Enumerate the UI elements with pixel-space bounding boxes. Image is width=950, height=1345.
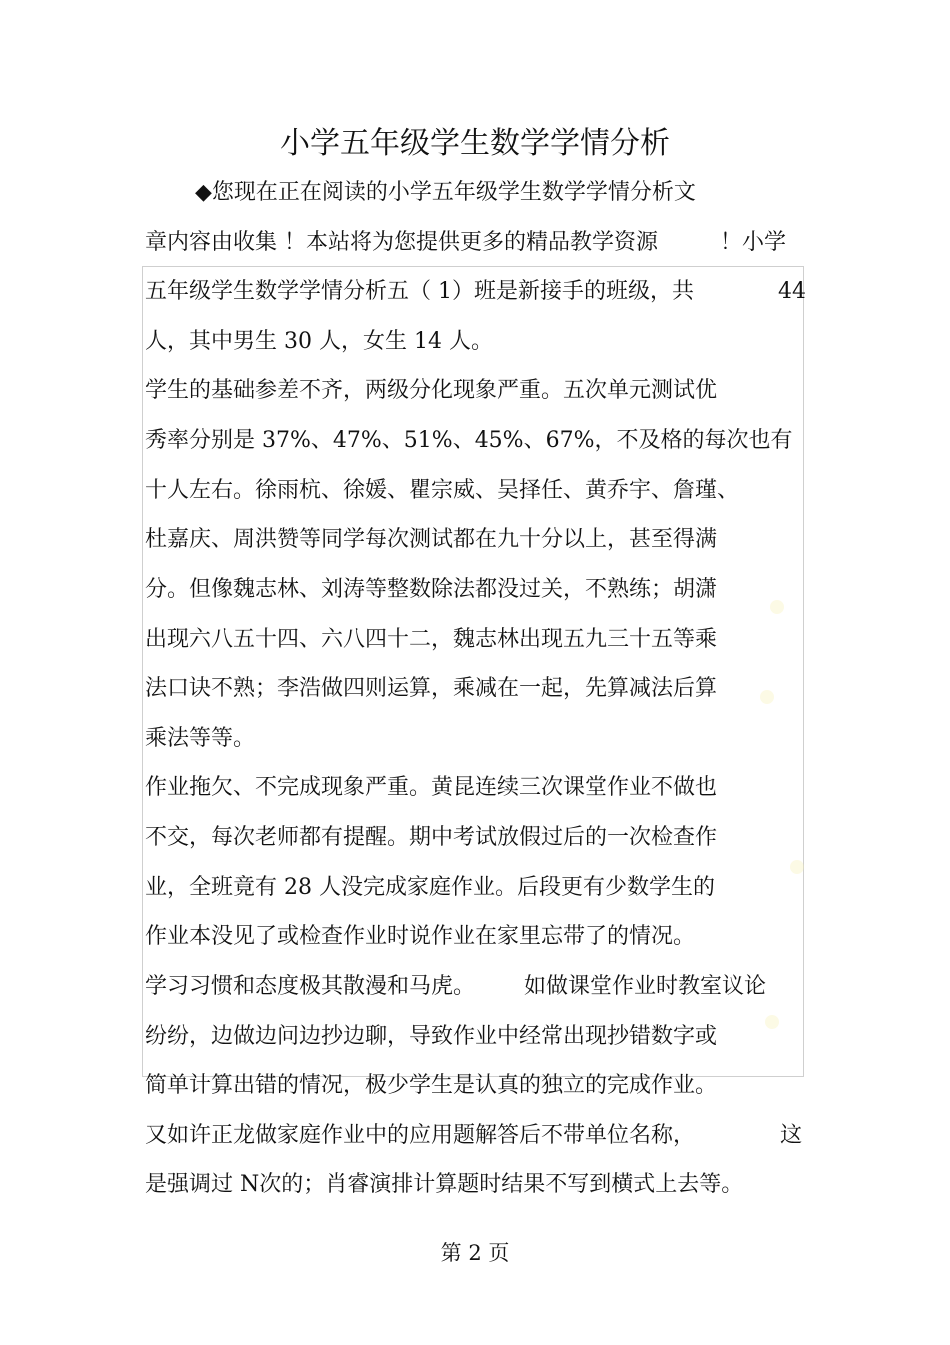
body-line: 简单计算出错的情况，极少学生是认真的独立的完成作业。 — [145, 1073, 718, 1098]
body-line: 乘法等等。 — [145, 726, 256, 751]
body-line: 纷纷，边做边问边抄边聊，导致作业中经常出现抄错数字或 — [145, 1024, 718, 1049]
body-line: 学习习惯和态度极其散漫和马虎。 — [145, 974, 476, 999]
body-line: 出现六八五十四、六八四十二，魏志林出现五九三十五等乘 — [145, 627, 718, 652]
intro-line-2-tail: ！小学 — [720, 230, 787, 255]
body-line: 不交，每次老师都有提醒。期中考试放假过后的一次检查作 — [145, 825, 718, 850]
faint-watermark-speck — [760, 690, 774, 704]
body-line: 秀率分别是 37%、47%、51%、45%、67%，不及格的每次也有 — [145, 428, 793, 453]
body-line: 人，其中男生 30 人，女生 14 人。 — [145, 329, 493, 354]
body-line: 杜嘉庆、周洪赞等同学每次测试都在九十分以上，甚至得满 — [145, 527, 718, 552]
body-line-tail: 这 — [780, 1123, 803, 1148]
page-number: 第 2 页 — [440, 1241, 510, 1265]
faint-watermark-speck — [790, 860, 804, 874]
body-line: 作业本没见了或检查作业时说作业在家里忘带了的情况。 — [145, 924, 696, 949]
body-line: 分。但像魏志林、刘涛等整数除法都没过关，不熟练；胡潇 — [145, 577, 718, 602]
intro-line-2: 章内容由收集 ！本站将为您提供更多的精品教学资源 — [145, 230, 658, 255]
body-line: 十人左右。徐雨杭、徐媛、瞿宗威、吴择任、黄乔宇、詹瑾、 — [145, 478, 740, 503]
body-line: 作业拖欠、不完成现象严重。黄昆连续三次课堂作业不做也 — [145, 775, 718, 800]
body-line: 五年级学生数学学情分析五（ 1）班是新接手的班级，共 — [145, 279, 694, 304]
body-line: 是强调过 N次的；肖睿演排计算题时结果不写到横式上去等。 — [145, 1172, 744, 1197]
body-line: 法口诀不熟；李浩做四则运算，乘减在一起，先算减法后算 — [145, 676, 718, 701]
document-title: 小学五年级学生数学学情分析 — [280, 126, 670, 161]
body-line: 业，全班竟有 28 人没完成家庭作业。后段更有少数学生的 — [145, 875, 715, 900]
body-line-tail: 如做课堂作业时教室议论 — [524, 974, 767, 999]
body-line: 又如许正龙做家庭作业中的应用题解答后不带单位名称， — [145, 1123, 696, 1148]
intro-line-1: ◆您现在正在阅读的小学五年级学生数学学情分析文 — [195, 180, 696, 205]
body-line: 学生的基础参差不齐，两级分化现象严重。五次单元测试优 — [145, 378, 718, 403]
faint-watermark-speck — [765, 1015, 779, 1029]
body-line-tail: 44 — [778, 279, 806, 304]
faint-watermark-speck — [770, 600, 784, 614]
